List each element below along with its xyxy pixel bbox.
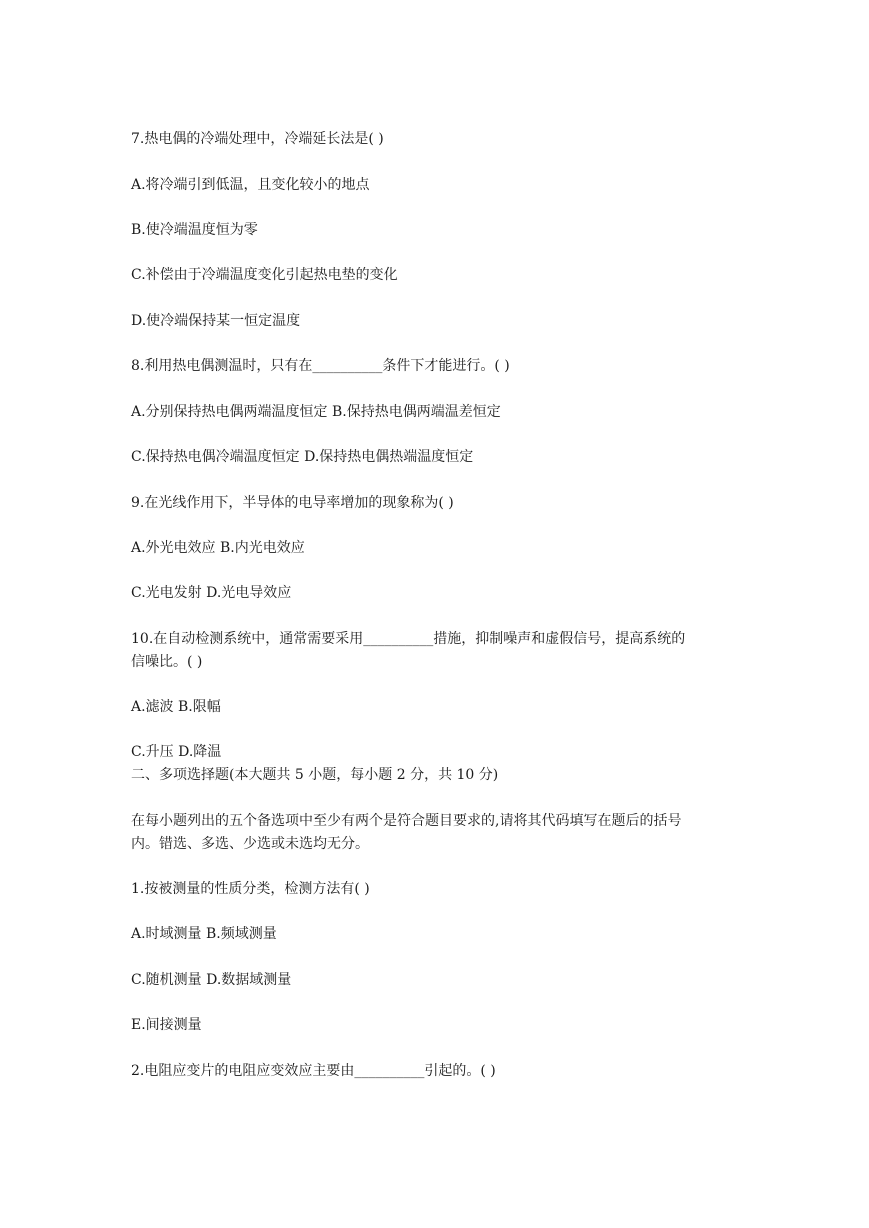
m1-options-ab: A.时域测量 B.频域测量: [131, 926, 277, 942]
q7-option-c: C.补偿由于冷端温度变化引起热电垫的变化: [131, 267, 398, 283]
m1-stem: 1.按被测量的性质分类，检测方法有( ): [131, 881, 370, 897]
q8-options-cd: C.保持热电偶冷端温度恒定 D.保持热电偶热端温度恒定: [131, 449, 474, 465]
q7-stem: 7.热电偶的冷端处理中，冷端延长法是( ): [131, 131, 384, 147]
q10-stem-line1: 10.在自动检测系统中，通常需要采用__________措施，抑制噪声和虚假信号，提高系统的: [131, 631, 686, 647]
q8-options-ab: A.分别保持热电偶两端温度恒定 B.保持热电偶两端温差恒定: [131, 404, 501, 420]
q7-option-a: A.将冷端引到低温，且变化较小的地点: [131, 177, 370, 193]
m1-options-cd: C.随机测量 D.数据域测量: [131, 972, 292, 988]
section2-instruction-line1: 在每小题列出的五个备选项中至少有两个是符合题目要求的,请将其代码填写在题后的括号: [131, 813, 682, 829]
m1-option-e: E.间接测量: [131, 1017, 202, 1033]
section2-instruction-line2: 内。错选、多选、少选或未选均无分。: [131, 836, 369, 852]
q7-option-b: B.使冷端温度恒为零: [131, 222, 258, 238]
q9-stem: 9.在光线作用下，半导体的电导率增加的现象称为( ): [131, 495, 454, 511]
q9-options-ab: A.外光电效应 B.内光电效应: [131, 540, 305, 556]
m2-stem: 2.电阻应变片的电阻应变效应主要由__________引起的。( ): [131, 1063, 496, 1079]
q7-option-d: D.使冷端保持某一恒定温度: [131, 313, 301, 329]
section2-title: 二、多项选择题(本大题共 5 小题，每小题 2 分，共 10 分): [131, 767, 499, 783]
q8-stem: 8.利用热电偶测温时，只有在__________条件下才能进行。( ): [131, 358, 510, 374]
q9-options-cd: C.光电发射 D.光电导效应: [131, 585, 292, 601]
q10-stem-line2: 信噪比。( ): [131, 654, 203, 670]
q10-options-ab: A.滤波 B.限幅: [131, 699, 221, 715]
q10-options-cd: C.升压 D.降温: [131, 744, 222, 760]
